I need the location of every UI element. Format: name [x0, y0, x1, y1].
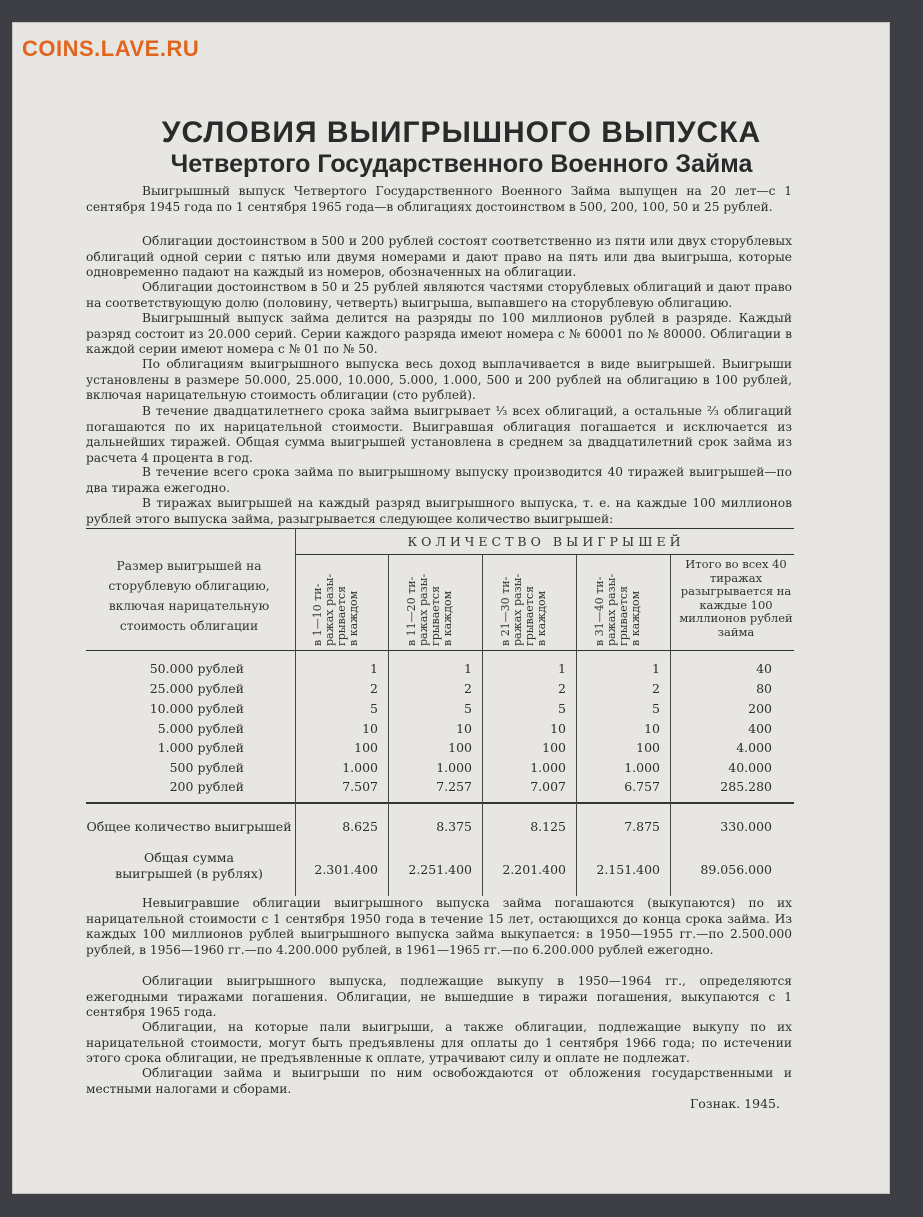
cell: 1.000 [436, 760, 472, 775]
cell: 7.257 [436, 779, 472, 794]
cell: 5 [370, 701, 378, 716]
table-divider [576, 554, 577, 896]
row-label: 1.000 рублей [157, 740, 244, 755]
totals-label: Общее количество выигрышей [86, 819, 292, 834]
paragraph: Облигации, на которые пали выигрыши, а также облигации, подлежащие выкупу по их нарицательной стоимости, могут быть предъявлены для оплаты до 1 сентября 1966 года; по истечении этого срока облигации, не предъявленные к оплате, утрачивают силу и оплате не подлежат. [86, 1020, 792, 1066]
cell: 5 [558, 701, 566, 716]
cell: 8.125 [530, 819, 566, 834]
table-divider [482, 554, 483, 896]
cell: 100 [542, 740, 566, 755]
amount-column-header: Размер выигрышей на сторублевую облигацию, включая нарицательную стоимость облигации [108, 559, 270, 633]
table-rule [86, 650, 794, 651]
cell: 1.000 [624, 760, 660, 775]
cell: 1 [558, 661, 566, 676]
prize-table [86, 528, 794, 896]
cell: 2 [558, 681, 566, 696]
cell: 1 [464, 661, 472, 676]
total-cell: 40 [756, 661, 772, 676]
cell: 10 [644, 721, 660, 736]
cell: 7.007 [530, 779, 566, 794]
paragraph: Выигрышный выпуск займа делится на разряды по 100 миллионов рублей в разряде. Каждый разряд состоит из 20.000 серий. Серии каждого разряда имеют номера с № 60001 по № 80000. Облигации в каждой серии имеют номера с № 01 по № 50. [86, 311, 792, 357]
total-cell: 40.000 [728, 760, 772, 775]
row-label: 5.000 рублей [157, 721, 244, 736]
cell: 10 [550, 721, 566, 736]
cell: 2.251.400 [408, 862, 472, 877]
cell: 1 [652, 661, 660, 676]
paragraph: В тиражах выигрышей на каждый разряд выигрышного выпуска, т. е. на каждые 100 миллионов рублей этого выпуска займа, разыгрывается следующее количество выигрышей: [86, 496, 792, 526]
total-cell: 200 [748, 701, 772, 716]
cell: 1.000 [342, 760, 378, 775]
paragraph: Облигации достоинством в 500 и 200 рублей состоят соответственно из пяти или двух сторублевых облигаций одной серии с пятью или двумя номерами и дают право на пять или два выигрыша, которые одновременно падают на каждый из номеров, обозначенных на облигации. [86, 234, 792, 280]
cell: 10 [456, 721, 472, 736]
row-label: 500 рублей [169, 760, 244, 775]
cell: 2.151.400 [596, 862, 660, 877]
cell: 10 [362, 721, 378, 736]
cell: 5 [652, 701, 660, 716]
table-rule [86, 528, 794, 529]
column-header-text: в 1—10 ти- ражах разы- грывается в каждом [311, 573, 360, 646]
row-label: 50.000 рублей [149, 661, 244, 676]
cell: 100 [354, 740, 378, 755]
total-cell: 285.280 [720, 779, 772, 794]
cell: 2 [652, 681, 660, 696]
paragraph: В течение двадцатилетнего срока займа выигрывает ⅓ всех облигаций, а остальные ⅔ облигаций погашаются по их нарицательной стоимости. Выигравшая облигация погашается и исключается из дальнейших тиражей. Общая сумма выигрышей установлена в среднем за двадцатилетний срок займа из расчета 4 процента в год. [86, 404, 792, 465]
cell: 8.625 [342, 819, 378, 834]
total-cell: 4.000 [736, 740, 772, 755]
total-cell: 400 [748, 721, 772, 736]
cell: 6.757 [624, 779, 660, 794]
paragraph: Невыигравшие облигации выигрышного выпуска займа погашаются (выкупаются) по их нарицательной стоимости с 1 сентября 1950 года в течение 15 лет, остающихся до конца срока займа. Из каждых 100 миллионов рублей выигрышного выпуска займа выкупается: в 1950—1955 гг.—по 2.500.000 рублей, в 1956—1960 гг.—по 4.200.000 рублей, в 1961—1965 гг.—по 6.200.000 рублей ежегодно. [86, 896, 792, 957]
table-rule [86, 802, 794, 804]
document-subtitle: Четвертого Государственного Военного Займа [170, 150, 753, 178]
paragraph: В течение всего срока займа по выигрышному выпуску производится 40 тиражей выигрышей—по два тиража ежегодно. [86, 465, 792, 495]
table-divider [295, 528, 296, 896]
totals-label: Общая сумма выигрышей (в рублях) [115, 850, 263, 881]
cell: 100 [448, 740, 472, 755]
total-cell: 89.056.000 [700, 862, 772, 877]
table-divider [388, 554, 389, 896]
group-header: КОЛИЧЕСТВО ВЫИГРЫШЕЙ [407, 534, 685, 549]
column-header-text: в 11—20 ти- ражах разы- грывается в каждом [405, 573, 454, 646]
paragraph: Облигации выигрышного выпуска, подлежащие выкупу в 1950—1964 гг., определяются ежегодными тиражами погашения. Облигации, не вышедшие в тиражи погашения, выкупаются с 1 сентября 1965 года. [86, 974, 792, 1020]
paragraph: По облигациям выигрышного выпуска весь доход выплачивается в виде выигрышей. Выигрыши установлены в размере 50.000, 25.000, 10.000, 5.000, 1.000, 500 и 200 рублей на облигацию в 100 рублей, включая нарицательную стоимость облигации (сто рублей). [86, 357, 792, 403]
paragraph: Облигации достоинством в 50 и 25 рублей являются частями сторублевых облигаций и дают право на соответствующую долю (половину, четверть) выигрыша, выпавшего на сторублевую облигацию. [86, 280, 792, 310]
total-column-header: Итого во всех 40 тиражах разыгрывается на каждые 100 миллионов рублей займа [679, 557, 793, 639]
table-divider [670, 554, 671, 896]
cell: 5 [464, 701, 472, 716]
cell: 100 [636, 740, 660, 755]
document-title: УСЛОВИЯ ВЫИГРЫШНОГО ВЫПУСКА [161, 116, 762, 149]
group-rule [295, 554, 794, 555]
cell: 1 [370, 661, 378, 676]
total-cell: 80 [756, 681, 772, 696]
row-label: 25.000 рублей [149, 681, 244, 696]
cell: 1.000 [530, 760, 566, 775]
total-cell: 330.000 [720, 819, 772, 834]
row-label: 200 рублей [169, 779, 244, 794]
column-header-text: в 21—30 ти- ражах разы- грывается в каждом [499, 573, 548, 646]
site-watermark: COINS.LAVE.RU [22, 36, 200, 61]
column-header-text: в 31—40 ти- ражах разы- грывается в каждом [593, 573, 642, 646]
cell: 2.301.400 [314, 862, 378, 877]
cell: 2 [464, 681, 472, 696]
cell: 2.201.400 [502, 862, 566, 877]
cell: 7.507 [342, 779, 378, 794]
paragraph: Облигации займа и выигрыши по ним освобождаются от обложения государственными и местными налогами и сборами. [86, 1066, 792, 1096]
cell: 2 [370, 681, 378, 696]
paragraph: Выигрышный выпуск Четвертого Государственного Военного Займа выпущен на 20 лет—с 1 сентября 1945 года по 1 сентября 1965 года—в облигациях достоинством в 500, 200, 100, 50 и 25 рублей. [86, 184, 792, 214]
cell: 7.875 [624, 819, 660, 834]
cell: 8.375 [436, 819, 472, 834]
row-label: 10.000 рублей [149, 701, 244, 716]
printer-imprint: Гознак. 1945. [690, 1096, 780, 1111]
